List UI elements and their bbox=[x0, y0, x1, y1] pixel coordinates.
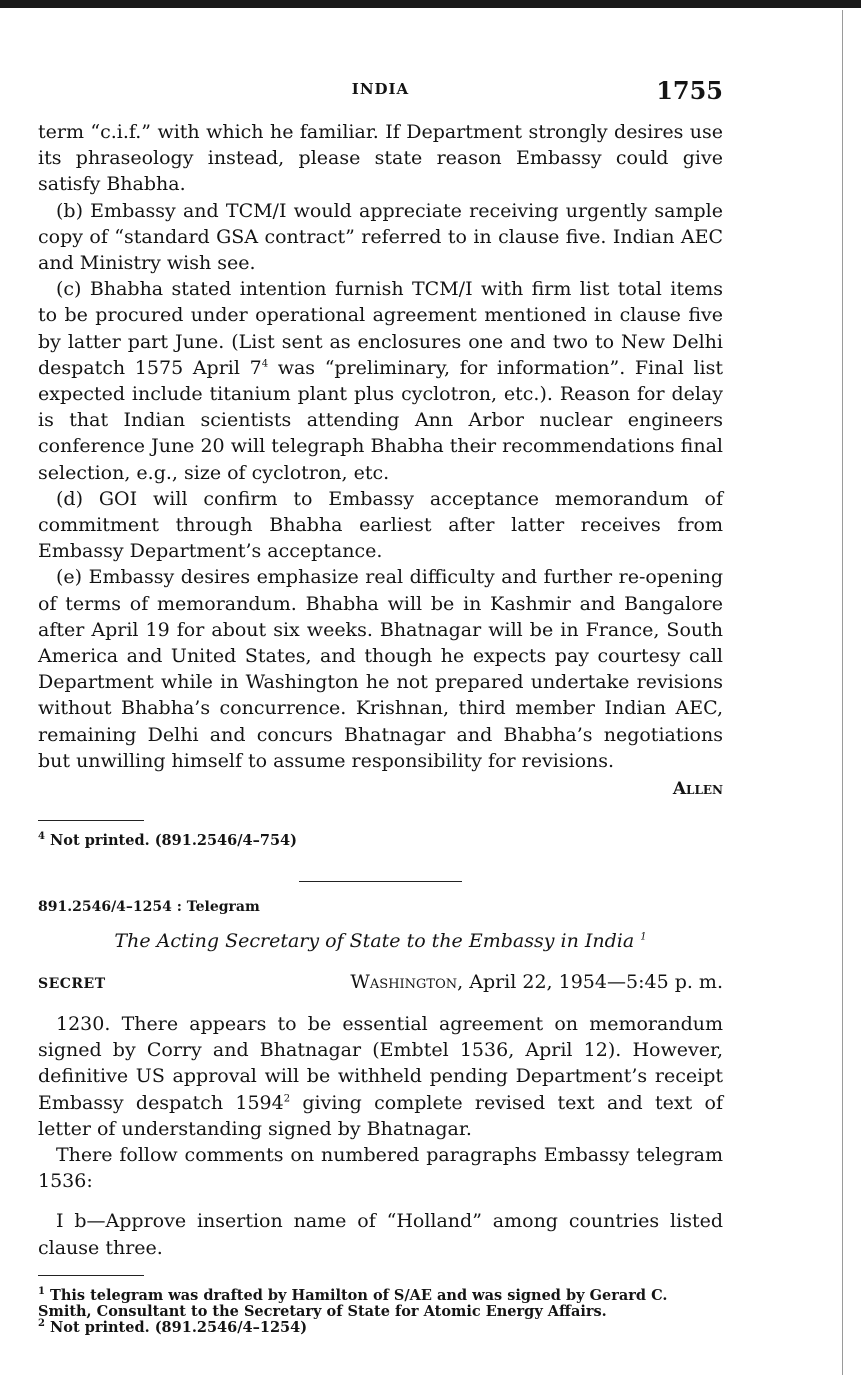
document-title-text: The Acting Secretary of State to the Embassy in India bbox=[114, 930, 635, 953]
footnote-2-mark: 2 bbox=[38, 1317, 45, 1329]
signature: Allen bbox=[672, 779, 723, 800]
paragraph-b: (b) Embassy and TCM/I would appreciate receiving urgently sample copy of “standard GSA contract” referred to in clause five. Indian AEC and Ministry wish see. bbox=[38, 199, 723, 275]
footnote-ref-4: 4 bbox=[261, 358, 269, 370]
footnote-2-text: Not printed. (891.2546/4–1254) bbox=[50, 1318, 308, 1336]
footnote-4 bbox=[38, 833, 723, 849]
page-body bbox=[38, 119, 723, 1336]
date-time: , April 22, 1954—5:45 p. m. bbox=[457, 970, 723, 993]
footnote-ref-1: 1 bbox=[640, 932, 647, 944]
paragraph-1230 bbox=[38, 1011, 723, 1142]
paragraph-i-b: I b—Approve insertion name of “Holland” among countries listed clause three. bbox=[38, 1210, 723, 1259]
footnote-1-mark: 1 bbox=[38, 1285, 45, 1297]
footnote-ref-2: 2 bbox=[283, 1093, 291, 1105]
page-right-edge bbox=[842, 10, 843, 1375]
place-and-date bbox=[350, 969, 723, 995]
page-top-edge bbox=[0, 0, 861, 8]
paragraph-follow: There follow comments on numbered paragraphs Embassy telegram 1536: bbox=[38, 1143, 723, 1193]
paragraph-1230-part1: 1230. There appears to be essential agreement on memorandum signed by Corry and Bhatnagar (Embtel 1536, April 12). However, definitive US approval will be withheld pending Department’s receipt Embassy despatch 1594 bbox=[38, 1012, 723, 1114]
classification: SECRET bbox=[38, 975, 106, 992]
page-number: 1755 bbox=[656, 76, 723, 105]
paragraph-d: (d) GOI will confirm to Embassy acceptance memorandum of commitment through Bhabha earliest after latter receives from Embassy Department’s acceptance. bbox=[38, 487, 723, 563]
paragraph-1230-part2: giving complete revised text and text of letter of understanding signed by Bhatnagar. bbox=[38, 1091, 723, 1140]
place: Washington bbox=[350, 970, 458, 993]
paragraph-a-continuation: term “c.i.f.” with which he familiar. If Department strongly desires use its phraseology instead, please state reason Embassy could give satisfy Bhabha. bbox=[38, 121, 723, 196]
paragraph-e: (e) Embassy desires emphasize real difficulty and further re-opening of terms of memorandum. Bhabha will be in Kashmir and Bangalore after April 19 for about six weeks. Bhatnagar will be in France, South America and United States, and though he expects pay courtesy call Department while in Washington he not prepared undertake revisions without Bhabha’s concurrence. Krishnan, third member Indian AEC, remaining Delhi and concurs Bhatnagar and Bhabha’s negotiations but unwilling himself to assume responsibility for revisions. bbox=[38, 566, 723, 772]
paragraph-c-part1: (c) Bhabha stated intention furnish TCM/I with firm list total items to be procured under operational agreement mentioned in clause five by latter part June. (List sent as enclosures one and two to New Delhi despatch 1575 April 7 bbox=[38, 278, 723, 379]
footnote-1-text: This telegram was drafted by Hamilton of S/AE and was signed by Gerard C. Smith, Consultant to the Secretary of State for Atomic Energy Affairs. bbox=[38, 1286, 668, 1320]
paragraph-c bbox=[38, 276, 723, 486]
footnote-rule-bottom bbox=[38, 1275, 144, 1276]
footnote-4-text: Not printed. (891.2546/4–754) bbox=[50, 832, 297, 850]
footnote-4-mark: 4 bbox=[38, 831, 45, 843]
footnote-2 bbox=[38, 1317, 723, 1336]
running-head-title: INDIA bbox=[351, 80, 410, 98]
running-head bbox=[38, 76, 723, 106]
dateline bbox=[38, 969, 723, 997]
footnote-rule bbox=[38, 820, 144, 821]
section-divider bbox=[299, 881, 462, 882]
paragraph-c-part2: was “preliminary, for information”. Final list expected include titanium plant plus cyclotron, etc.). Reason for delay is that Indian scientists attending Ann Arbor nuclear engineers conference June 20 will telegraph Bhabha their recommendations final selection, e.g., size of cyclotron, etc. bbox=[38, 356, 723, 484]
file-reference: 891.2546/4–1254 : Telegram bbox=[38, 899, 260, 916]
footnote-1 bbox=[38, 1285, 723, 1320]
document-title bbox=[38, 928, 723, 954]
